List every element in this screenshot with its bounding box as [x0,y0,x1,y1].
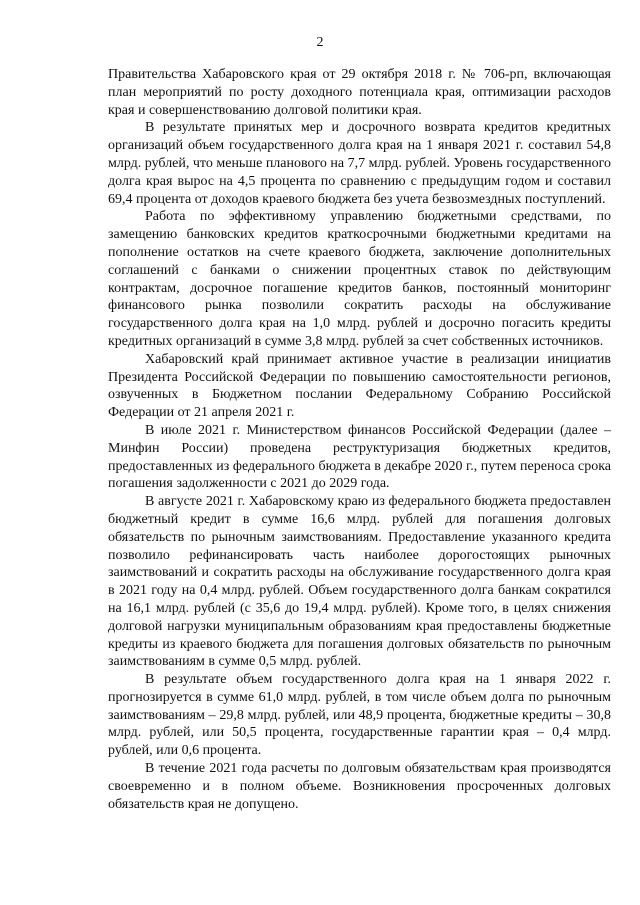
document-body [108,66,611,813]
paragraph-8: В течение 2021 года расчеты по долговым обязательствам края производятся своевременно и в полном объеме. Возникновения просроченных долговых обязательств края не допущено. [108,761,611,812]
paragraph-1: Правительства Хабаровского края от 29 октября 2018 г. № 706-рп, включающая план мероприятий по росту доходного потенциала края, оптимизации расходов края и совершенствованию долговой политики края. [108,67,611,118]
paragraph-3: Работа по эффективному управлению бюджетными средствами, по замещению банковских кредитов краткосрочными бюджетными кредитами на пополнение остатков на счете краевого бюджета, заключение дополнительных соглашений с банками о снижении процентных ставок по действующим контрактам, досрочное погашение кредитов банков, постоянный мониторинг финансового рынка позволили сократить расходы на обслуживание государственного долга края на 1,0 млрд. рублей и досрочно погасить кредиты кредитных организаций в сумме 3,8 млрд. рублей за счет собственных источников. [108,209,611,349]
paragraph-2: В результате принятых мер и досрочного возврата кредитов кредитных организаций объем государственного долга края на 1 января 2021 г. составил 54,8 млрд. рублей, что меньше планового на 7,7 млрд. рублей. Уровень государственного долга края вырос на 4,5 процента по сравнению с предыдущим годом и составил 69,4 процента от доходов краевого бюджета без учета безвозмездных поступлений. [108,120,611,207]
paragraph-4: Хабаровский край принимает активное участие в реализации инициатив Президента Российской Федерации по повышению самостоятельности регионов, озвученных в Бюджетном послании Федеральному Собранию Российской Федерации от 21 апреля 2021 г. [108,351,611,421]
paragraph-6: В августе 2021 г. Хабаровскому краю из федерального бюджета предоставлен бюджетный кредит в сумме 16,6 млрд. рублей для погашения долговых обязательств по рыночным заимствованиям. Предоставление указанного кредита позволило рефинансировать часть наиболее дорогостоящих рыночных заимствований и сократить расходы на обслуживание государственного долга края в 2021 году на 0,4 млрд. рублей. Объем государственного долга банкам сократился на 16,1 млрд. рублей (с 35,6 до 19,4 млрд. рублей). Кроме того, в целях снижения долговой нагрузки муниципальным образованиям края предоставлены бюджетные кредиты из краевого бюджета для погашения долговых обязательств по рыночным заимствованиям в сумме 0,5 млрд. рублей. [108,494,611,670]
paragraph-7: В результате объем государственного долга края на 1 января 2022 г. прогнозируется в сумме 61,0 млрд. рублей, в том числе объем долга по рыночным заимствованиям – 29,8 млрд. рублей, или 48,9 процента, бюджетные кредиты – 30,8 млрд. рублей, или 50,5 процента, государственные гарантии края – 0,4 млрд. рублей, или 0,6 процента. [108,672,611,759]
paragraph-5: В июле 2021 г. Министерством финансов Российской Федерации (далее – Минфин России) проведена реструктуризация бюджетных кредитов, предоставленных из федерального бюджета в декабре 2020 г., путем переноса срока погашения задолженности с 2021 до 2029 года. [108,422,611,492]
page-number: 2 [316,35,324,50]
